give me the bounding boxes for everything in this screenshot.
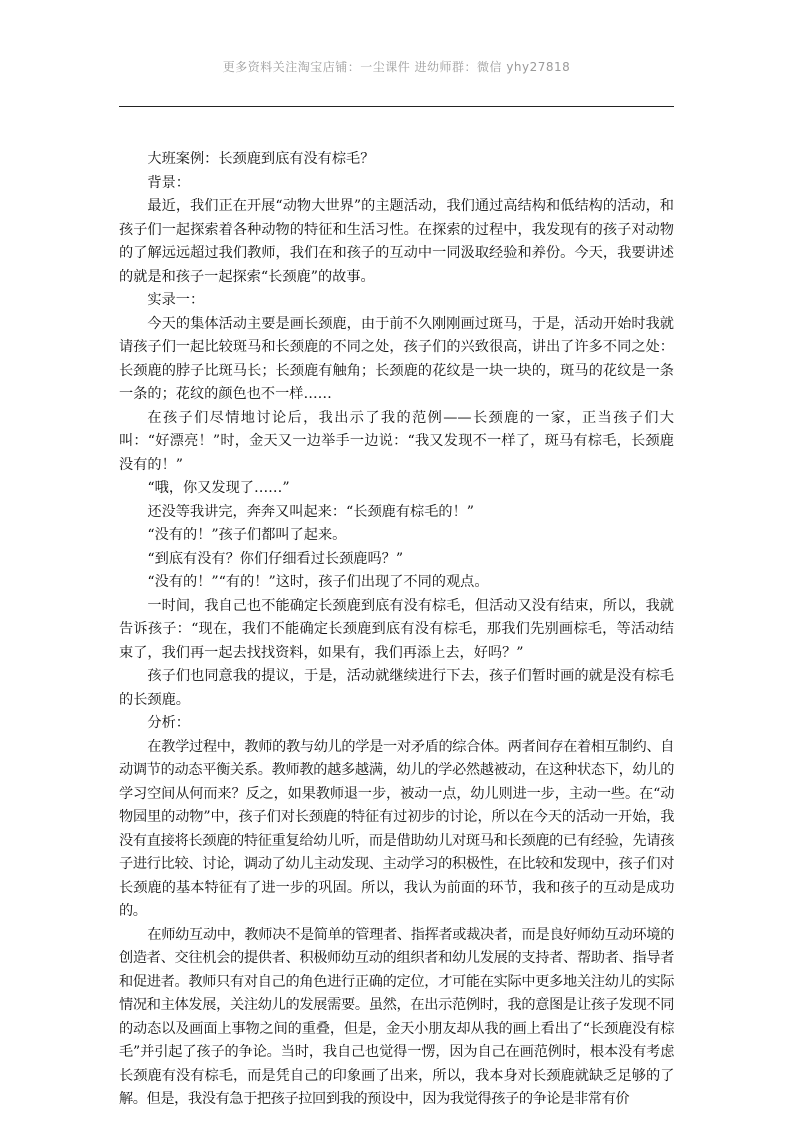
paragraph: 在孩子们尽情地讨论后，我出示了我的范例——长颈鹿的一家，正当孩子们大叫：“好漂亮！”时，金天又一边举手一边说：“我又发现不一样了，斑马有棕毛，长颈鹿没有的！” (119, 409, 674, 473)
section-heading-analysis: 分析： (147, 715, 190, 731)
paragraph: 在师幼互动中，教师决不是简单的管理者、指挥者或裁决者，而是良好师幼互动环境的创造者、交往机会的提供者、积极师幼互动的组织者和幼儿发展的支持者、帮助者、指导者和促进者。教师只有对自己的角色进行正确的定位，才可能在实际中更多地关注幼儿的实际情况和主体发展，关注幼儿的发展需要。虽然，在出示范例时，我的意图是让孩子发现不同的动态以及画面上事物之间的重叠，但是，金天小朋友却从我的画上看出了“长颈鹿没有棕毛”并引起了孩子的争论。当时，我自己也觉得一愣，因为自己在画范例时，根本没有考虑长颈鹿有没有棕毛，而是凭自己的印象画了出来，所以，我本身对长颈鹿就缺乏足够的了解。但是，我没有急于把孩子拉回到我的预设中，因为我觉得孩子的争论是非常有价 (119, 926, 674, 1107)
page-header: 更多资料关注淘宝店铺：一尘课件 进幼师群：微信 yhy27818 (222, 60, 571, 74)
header-divider (119, 106, 674, 107)
document-body (119, 148, 674, 1112)
document-title: 大班案例：长颈鹿到底有没有棕毛？ (147, 151, 375, 167)
section-heading-background: 背景： (147, 174, 190, 191)
paragraph: 今天的集体活动主要是画长颈鹿，由于前不久刚刚画过斑马，于是，活动开始时我就请孩子们一起比较斑马和长颈鹿的不同之处，孩子们的兴致很高，讲出了许多不同之处：长颈鹿的脖子比斑马长；长颈鹿有触角；长颈鹿的花纹是一块一块的，斑马的花纹是一条一条的；花纹的颜色也不一样…… (119, 315, 674, 402)
paragraph: “到底有没有？你们仔细看过长颈鹿吗？” (147, 550, 404, 567)
section-heading-record: 实录一： (147, 292, 205, 308)
paragraph: 还没等我讲完，奔奔又叫起来：“长颈鹿有棕毛的！” (147, 503, 475, 520)
paragraph: 最近，我们正在开展“动物大世界”的主题活动，我们通过高结构和低结构的活动，和孩子们一起探索着各种动物的特征和生活习性。在探索的过程中，我发现有的孩子对动物的了解远远超过我们教师，我们在和孩子的互动中一同汲取经验和养份。今天，我要讲述的就是和孩子一起探索“长颈鹿”的故事。 (119, 198, 674, 285)
paragraph: 在教学过程中，教师的教与幼儿的学是一对矛盾的综合体。两者间存在着相互制约、自动调节的动态平衡关系。教师教的越多越满，幼儿的学必然越被动，在这种状态下，幼儿的学习空间从何而来？反之，如果教师退一步，被动一点，幼儿则进一步，主动一些。在“动物园里的动物”中，孩子们对长颈鹿的特征有过初步的讨论，所以在今天的活动一开始，我没有直接将长颈鹿的特征重复给幼儿听，而是借助幼儿对斑马和长颈鹿的已有经验，先请孩子进行比较、讨论，调动了幼儿主动发现、主动学习的积极性，在比较和发现中，孩子们对长颈鹿的基本特征有了进一步的巩固。所以，我认为前面的环节，我和孩子的互动是成功的。 (119, 738, 674, 919)
paragraph: “没有的！”孩子们都叫了起来。 (147, 527, 347, 543)
paragraph: 孩子们也同意我的提议，于是，活动就继续进行下去，孩子们暂时画的就是没有棕毛的长颈鹿。 (119, 668, 674, 708)
paragraph: “没有的！”“有的！”这时，孩子们出现了不同的观点。 (147, 574, 489, 590)
paragraph: “哦，你又发现了……” (147, 480, 290, 496)
paragraph: 一时间，我自己也不能确定长颈鹿到底有没有棕毛，但活动又没有结束，所以，我就告诉孩子：“现在，我们不能确定长颈鹿到底有没有棕毛，那我们先别画棕毛，等活动结束了，我们再一起去找找资料，如果有，我们再添上去，好吗？” (119, 597, 674, 661)
